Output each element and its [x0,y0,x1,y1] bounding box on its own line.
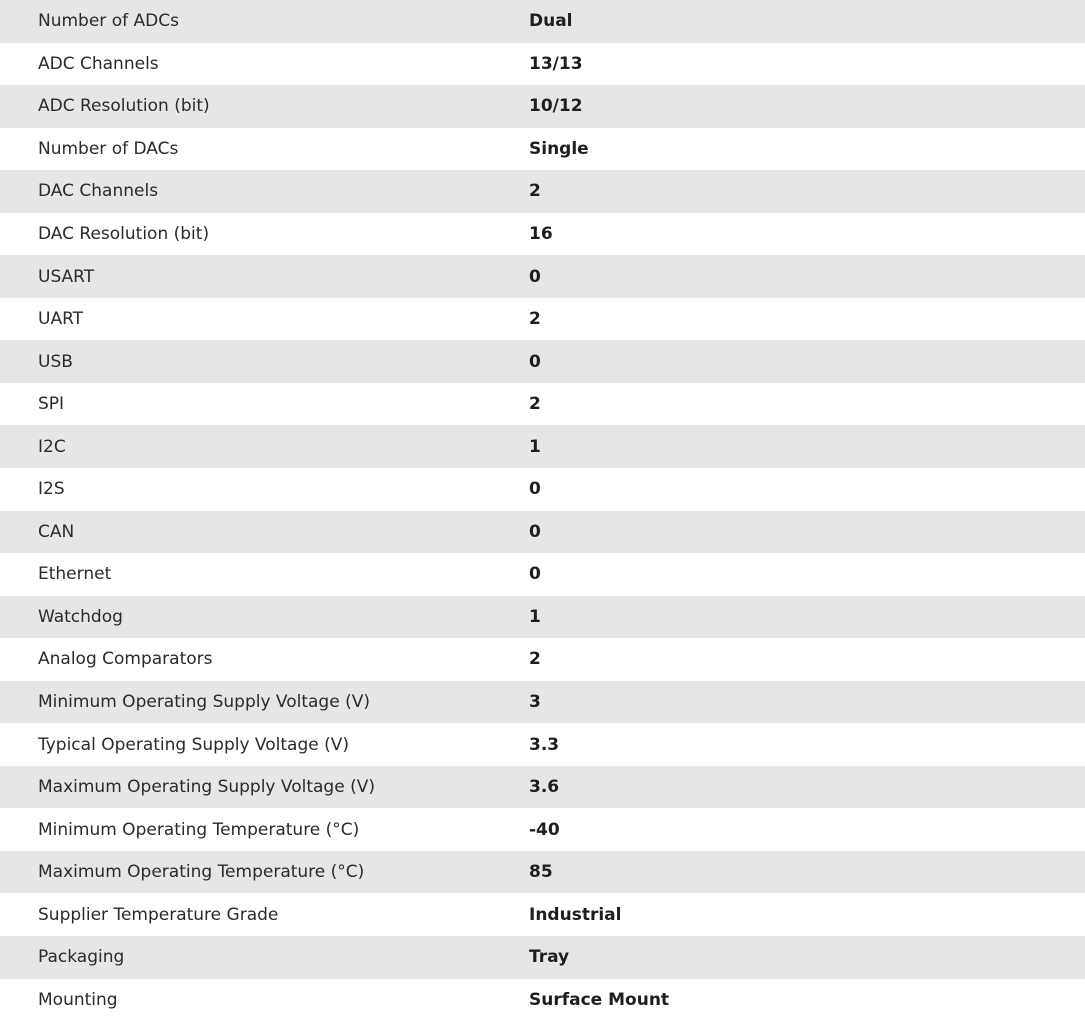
spec-label: Number of ADCs [38,11,179,32]
spec-value: 85 [529,862,553,883]
spec-row-min-supply-voltage [0,681,1085,724]
spec-value: 0 [529,564,541,585]
spec-label: DAC Resolution (bit) [38,224,210,244]
spec-value: Dual [529,11,573,32]
spec-label: I2S [38,479,65,500]
spec-value: 3.6 [529,777,560,798]
spec-label: Watchdog [38,606,123,627]
spec-label: Mounting [38,989,118,1010]
spec-row-typ-supply-voltage [0,723,1085,766]
spec-value: -40 [529,819,560,840]
spec-row-i2c [0,425,1085,468]
spec-row-packaging [0,936,1085,979]
spec-row-adc-channels [0,43,1085,86]
spec-row-min-operating-temp [0,808,1085,851]
spec-value: 2 [529,649,541,670]
spec-label: Maximum Operating Supply Voltage (V) [38,777,375,798]
spec-value: 16 [529,224,553,244]
spec-label: ADC Channels [38,53,159,74]
spec-row-can [0,511,1085,554]
spec-row-temperature-grade [0,893,1085,936]
spec-value: 3.3 [529,734,560,755]
spec-label: UART [38,309,84,330]
spec-row-uart [0,298,1085,341]
spec-value: 2 [529,394,541,415]
spec-label: USB [38,351,73,372]
spec-row-watchdog [0,596,1085,639]
spec-value: 3 [529,692,541,713]
spec-label: Packaging [38,947,125,968]
spec-value: 2 [529,309,541,330]
spec-value: Tray [529,947,570,968]
spec-value: Single [529,138,589,159]
spec-row-max-supply-voltage [0,766,1085,809]
spec-row-dac-resolution [0,213,1085,256]
spec-value: Surface Mount [529,989,670,1010]
spec-row-number-of-adcs [0,0,1085,43]
spec-label: DAC Channels [38,181,159,202]
spec-label: I2C [38,436,66,457]
spec-label: Number of DACs [38,138,179,159]
spec-row-usart [0,255,1085,298]
spec-row-max-operating-temp [0,851,1085,894]
spec-label: CAN [38,521,75,542]
spec-label: Supplier Temperature Grade [38,904,279,925]
spec-row-spi [0,383,1085,426]
spec-row-number-of-dacs [0,128,1085,171]
spec-label: Typical Operating Supply Voltage (V) [38,734,349,755]
spec-label: Minimum Operating Temperature (°C) [38,819,360,840]
spec-row-mounting [0,979,1085,1016]
spec-label: SPI [38,394,65,415]
spec-row-dac-channels [0,170,1085,213]
spec-value: 0 [529,266,541,287]
spec-row-ethernet [0,553,1085,596]
spec-label: Minimum Operating Supply Voltage (V) [38,692,370,713]
spec-value: 1 [529,436,541,457]
spec-value: 0 [529,351,541,372]
spec-label: Maximum Operating Temperature (°C) [38,862,365,883]
spec-value: 10/12 [529,96,583,117]
spec-label: USART [38,266,95,287]
spec-value: 13/13 [529,53,583,74]
spec-value: 0 [529,521,541,542]
spec-row-usb [0,340,1085,383]
spec-label: Ethernet [38,564,112,585]
spec-value: 2 [529,181,541,202]
spec-row-analog-comparators [0,638,1085,681]
spec-value: 0 [529,479,541,500]
spec-row-i2s [0,468,1085,511]
spec-label: ADC Resolution (bit) [38,96,210,117]
spec-label: Analog Comparators [38,649,213,670]
spec-value: Industrial [529,904,622,925]
spec-value: 1 [529,606,541,627]
spec-row-adc-resolution [0,85,1085,128]
